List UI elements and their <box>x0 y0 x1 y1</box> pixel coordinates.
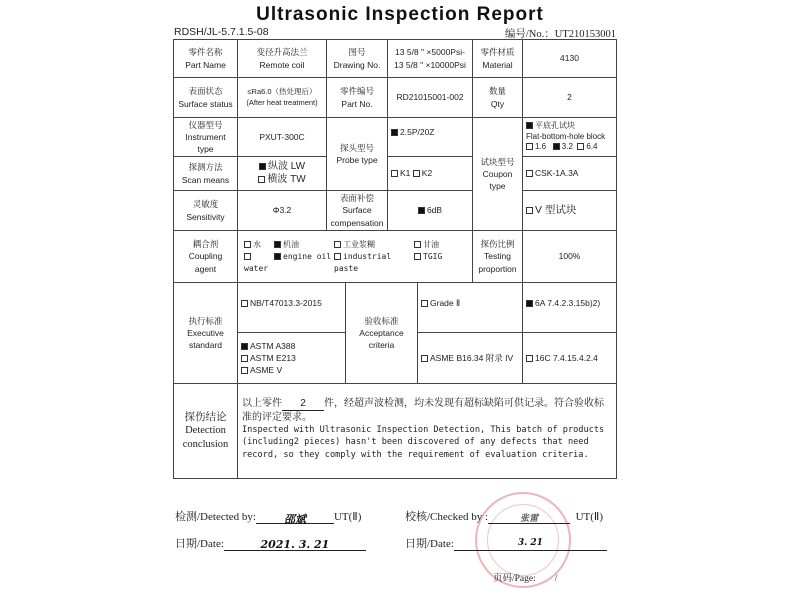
checked-level: UT(Ⅱ) <box>575 511 604 523</box>
detected-level: UT(Ⅱ) <box>333 511 362 523</box>
coupling-agent-label <box>173 230 238 283</box>
acceptance-grade <box>417 282 523 333</box>
paste-en <box>334 251 414 274</box>
report-number: 编号/No.：UT210153001 <box>504 29 616 40</box>
label-zh: 数量 <box>488 86 506 97</box>
date-label: 日期/Date: <box>175 538 224 550</box>
sensitivity-value: Φ3.2 <box>237 190 327 231</box>
label-en: Coupling <box>188 251 223 262</box>
option-label: V 型试块 <box>535 203 577 216</box>
coupon-fbh-block <box>522 117 617 157</box>
checked-by-row <box>405 508 603 524</box>
detected-label: 检测/Detected by: <box>175 511 256 523</box>
checkbox-icon <box>526 300 533 307</box>
material-label <box>472 39 523 78</box>
label-en: Part Name <box>185 59 226 70</box>
conclusion-text <box>237 383 617 479</box>
conclusion-label <box>173 383 238 479</box>
label-en: Scan means <box>181 174 230 185</box>
checkbox-icon <box>526 207 533 214</box>
probe-type-label <box>326 117 388 191</box>
label-en: Testing <box>484 251 511 262</box>
option-label: engine oil <box>283 252 332 262</box>
value-zh: 变径升高法兰 <box>256 47 308 58</box>
water-zh <box>244 239 274 251</box>
option-label: CSK-1A.3A <box>535 168 579 179</box>
label-en: Part No. <box>341 98 373 109</box>
grade-option <box>421 297 460 309</box>
paste-zh <box>334 239 414 251</box>
page-value: / <box>554 574 558 584</box>
checkbox-icon <box>553 143 560 150</box>
date1-value: 2021. 3. 21 <box>224 538 366 551</box>
text: 以上零件 <box>242 398 282 409</box>
value-line: 13 5/8 " ×5000Psi- <box>395 47 465 58</box>
label-en: type <box>197 144 214 155</box>
checkbox-icon <box>244 253 251 260</box>
option-label: ASTM E213 <box>250 352 296 363</box>
fbh-option <box>526 121 575 132</box>
label-zh: 探测方法 <box>188 162 223 173</box>
coupling-agent-options <box>237 230 473 283</box>
checkbox-icon <box>418 207 425 214</box>
option-label: industrial paste <box>334 252 392 273</box>
label-en: agent <box>194 263 217 274</box>
qty-value: 2 <box>522 77 617 118</box>
checkbox-icon <box>244 241 251 248</box>
6db-option <box>418 204 442 216</box>
checkbox-icon <box>241 355 248 362</box>
tw-option <box>258 174 305 187</box>
value-line: (After heat treatment) <box>246 97 318 107</box>
option-label: 16C 7.4.15.4.2.4 <box>535 352 598 363</box>
label-en: Coupon <box>482 168 513 179</box>
option-label: ASTM A388 <box>250 340 296 351</box>
date2-row <box>405 535 607 551</box>
6a-option <box>526 297 600 309</box>
checkbox-icon <box>421 355 428 362</box>
checkbox-icon <box>526 143 533 150</box>
option-label: 平底孔试块 <box>535 120 575 130</box>
label-zh: 表面状态 <box>188 86 223 97</box>
drawing-no-label <box>326 39 388 78</box>
part-no-value: RD21015001-002 <box>387 77 473 118</box>
label-en: type <box>489 181 506 192</box>
k1-label: K1 <box>400 168 411 179</box>
text: 件，经超声波检测，均未发现有超标缺陷可供记录。符合验收标准的评定要求。 <box>242 398 604 423</box>
checkbox-icon <box>241 300 248 307</box>
option-label: 水 <box>253 239 261 249</box>
size-6-4: 6.4 <box>586 142 598 152</box>
standard-astm <box>237 332 346 384</box>
testing-proportion-label <box>472 230 523 283</box>
doc-code: RDSH/JL-5.7.1.5-08 <box>174 26 269 38</box>
label-en: standard <box>188 340 223 351</box>
asme-option <box>421 352 513 364</box>
value-line: 13 5/8 " ×10000Psi <box>394 59 466 70</box>
option-label: Grade Ⅱ <box>430 298 461 308</box>
qty-label <box>472 77 523 118</box>
k-options <box>391 167 432 179</box>
label-zh: 探伤比例 <box>480 239 515 250</box>
k2-label: K2 <box>421 168 433 179</box>
label-en: conclusion <box>182 438 229 450</box>
label-en: compensation <box>330 217 384 228</box>
label-zh: 零件名称 <box>188 47 223 58</box>
instrument-value: PXUT-300C <box>237 117 327 157</box>
option-label: 横波 TW <box>267 173 306 185</box>
acceptance-asme <box>417 332 523 384</box>
label-zh: 灵敏度 <box>192 199 219 210</box>
option-label: 6A 7.4.2.3.15b)2) <box>535 298 601 308</box>
glycerin-zh <box>414 239 464 251</box>
acceptance-criteria-label <box>345 282 418 384</box>
value-line: ≤Ra6.0（热处理后） <box>247 86 317 96</box>
label-en: Surface status <box>178 98 233 109</box>
detected-by-row <box>175 508 361 524</box>
label-en: Drawing No. <box>333 59 381 70</box>
glycerin-en <box>414 251 464 274</box>
surface-compensation-value <box>387 190 473 231</box>
checkbox-icon <box>414 253 421 260</box>
label-en: Executive <box>187 327 224 338</box>
page-row <box>493 570 557 584</box>
label-zh: 耦合剂 <box>192 239 219 250</box>
label-zh: 表面补偿 <box>339 193 374 204</box>
label-zh: 试块型号 <box>480 156 515 167</box>
option-label: NB/T47013.3-2015 <box>250 298 322 308</box>
surface-status-value <box>237 77 327 118</box>
checkbox-icon <box>259 163 266 170</box>
executive-standard-label <box>173 282 238 384</box>
label-en: criteria <box>368 340 395 351</box>
checkbox-icon <box>241 367 248 374</box>
option-label: 纵波 LW <box>267 161 306 172</box>
piece-count: 2 <box>282 397 324 411</box>
water-en <box>244 251 274 274</box>
label-en: Probe type <box>336 155 378 165</box>
hole-size-options <box>526 142 598 153</box>
label-zh: 执行标准 <box>188 315 223 326</box>
label-en: Surface <box>342 205 372 216</box>
instrument-label <box>173 117 238 157</box>
checkbox-icon <box>274 241 281 248</box>
checkbox-icon <box>413 170 420 177</box>
checkbox-icon <box>391 170 398 177</box>
option-label: 机油 <box>283 239 299 249</box>
value-en: Remote coil <box>259 59 305 70</box>
part-name-value <box>237 39 327 78</box>
e213-option <box>241 352 296 364</box>
checkbox-icon <box>526 122 533 129</box>
checkbox-checked <box>391 126 435 138</box>
testing-proportion-value: 100% <box>522 230 617 283</box>
option-label: 2.5P/20Z <box>400 127 435 137</box>
option-label: ASME V <box>250 365 283 376</box>
label-en: proportion <box>478 263 517 274</box>
16c-option <box>526 352 598 364</box>
label-en: Sensitivity <box>186 211 225 222</box>
drawing-no-value <box>387 39 473 78</box>
checked-signature: 张雷 <box>488 511 570 524</box>
label-en: Qty <box>490 98 505 109</box>
label-zh: 探伤结论 <box>184 411 227 423</box>
size-1-6: 1.6 <box>535 142 547 152</box>
label-en: Instrument <box>185 131 226 142</box>
checkbox-icon <box>334 241 341 248</box>
lw-option <box>259 161 305 174</box>
coupon-type-label <box>472 117 523 231</box>
a388-option <box>241 340 295 352</box>
acceptance-6a <box>522 282 617 333</box>
label-en: Detection <box>185 425 226 437</box>
label-zh: 仪器型号 <box>188 119 223 130</box>
report-title: Ultrasonic Inspection Report <box>256 4 544 25</box>
label-en: Material <box>482 59 513 70</box>
date1-row <box>175 535 366 551</box>
surface-status-label <box>173 77 238 118</box>
option-label: 工业浆糊 <box>343 239 375 249</box>
option-label: 6dB <box>426 205 443 216</box>
label-zh: 验收标准 <box>364 315 399 326</box>
part-no-label <box>326 77 388 118</box>
coupon-v-block <box>522 190 617 231</box>
checkbox-icon <box>391 129 398 136</box>
probe-angle-options <box>387 156 473 191</box>
checkbox-icon <box>577 143 584 150</box>
checkbox-icon <box>421 300 428 307</box>
label-zh: 零件材质 <box>480 47 515 58</box>
engine-oil-zh <box>274 239 334 251</box>
engine-oil-en <box>274 251 334 274</box>
detected-signature: 邵斌 <box>256 511 334 524</box>
option-label: ASME B16.34 附录 IV <box>430 352 514 363</box>
asme-v-option <box>241 364 282 376</box>
coupon-csk <box>522 156 617 191</box>
csk-option <box>526 167 578 179</box>
conclusion-zh <box>242 397 612 424</box>
label-en: Acceptance <box>359 327 404 338</box>
label-zh: 图号 <box>348 47 366 58</box>
part-name-label <box>173 39 238 78</box>
surface-compensation-label <box>326 190 388 231</box>
checkbox-icon <box>274 253 281 260</box>
nb-option <box>241 297 322 309</box>
label-zh: 零件编号 <box>339 86 374 97</box>
option-label: water <box>244 263 269 273</box>
date2-value: 3. 21 <box>454 538 607 551</box>
scan-means-label <box>173 156 238 191</box>
sensitivity-label <box>173 190 238 231</box>
conclusion-en: Inspected with Ultrasonic Inspection Detection, This batch of products (including2 pieces) hasn't been discovered of any defects that need record, so they comply with the requirement of evaluation criteria. <box>242 425 605 460</box>
standard-nb <box>237 282 346 333</box>
label-zh: 探头型号 <box>339 142 374 153</box>
checkbox-icon <box>241 343 248 350</box>
fbh-english: Flat-bottom-hole block <box>526 131 606 141</box>
page-label: 页码/Page: <box>493 574 536 584</box>
checked-label: 校核/Checked by : <box>405 511 489 523</box>
probe-option-2-5p <box>387 117 473 157</box>
date-label: 日期/Date: <box>405 538 454 550</box>
acceptance-16c <box>522 332 617 384</box>
checkbox-icon <box>258 176 265 183</box>
checkbox-icon <box>414 241 421 248</box>
option-label: TGIG <box>423 252 443 262</box>
checkbox-icon <box>526 170 533 177</box>
size-3-2: 3.2 <box>561 142 573 152</box>
material-value: 4130 <box>522 39 617 78</box>
v-option <box>526 203 576 218</box>
option-label: 甘油 <box>423 239 439 249</box>
checkbox-icon <box>526 355 533 362</box>
scan-means-value <box>237 156 327 191</box>
checkbox-icon <box>334 253 341 260</box>
